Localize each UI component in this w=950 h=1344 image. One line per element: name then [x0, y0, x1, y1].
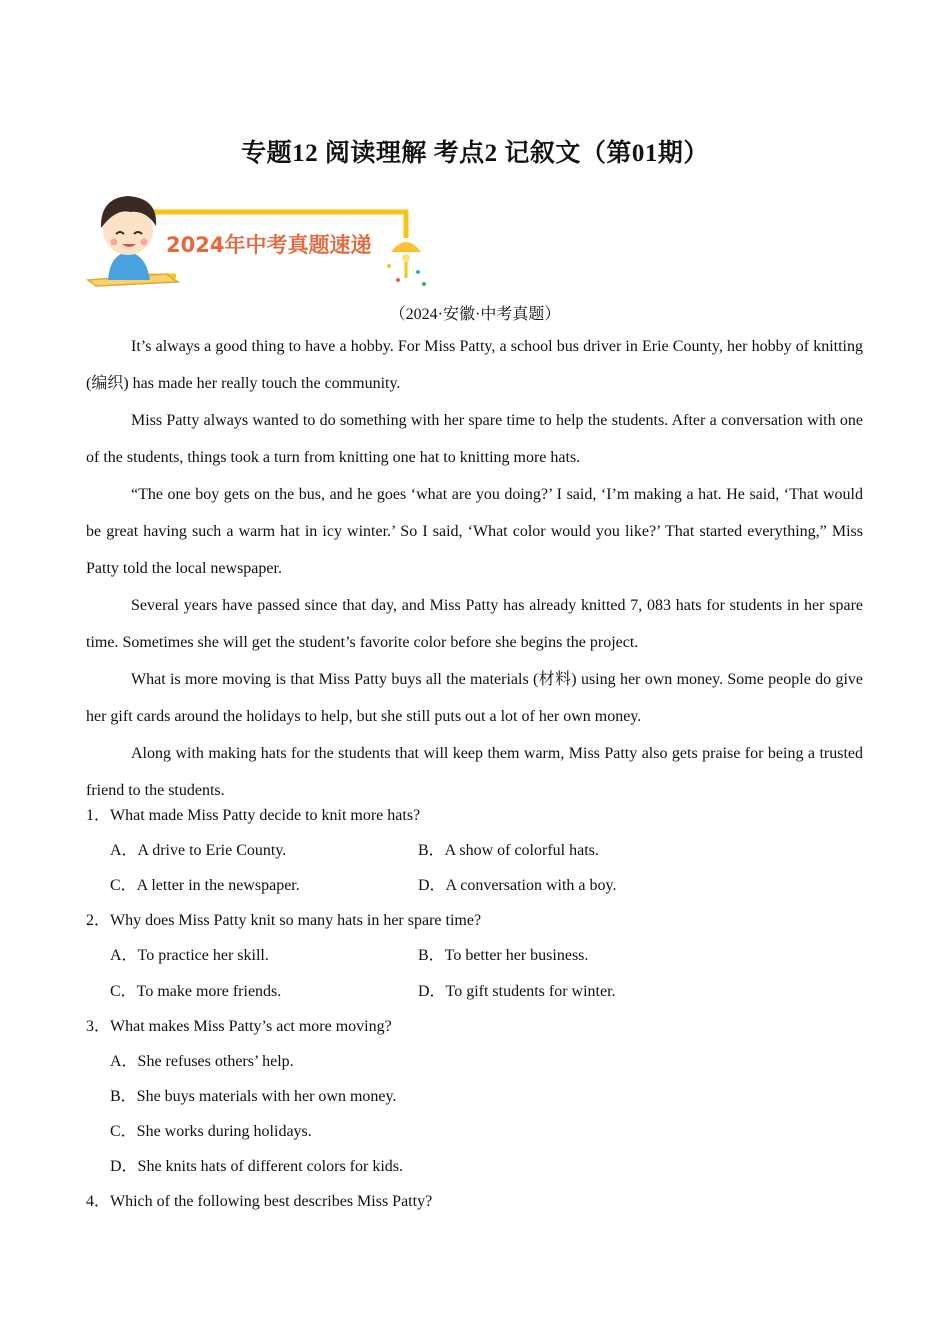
option-a: A．A drive to Erie County.	[110, 842, 287, 859]
banner-illustration	[86, 190, 431, 290]
option-d: D．She knits hats of different colors for kids.	[110, 1158, 403, 1175]
option-c: C．She works during holidays.	[110, 1123, 312, 1140]
question-stem: 2．Why does Miss Patty knit so many hats in her spare time?	[86, 912, 482, 929]
option-b: B．She buys materials with her own money.	[110, 1088, 397, 1105]
question-stem: 3．What makes Miss Patty’s act more moving?	[86, 1018, 392, 1035]
passage-paragraph: Along with making hats for the students that will keep them warm, Miss Patty also gets praise for being a trusted friend to the students.	[86, 745, 863, 799]
question-stem: 1．What made Miss Patty decide to knit more hats?	[86, 807, 421, 824]
banner-text: 2024年中考真题速递	[166, 233, 372, 257]
option-b: B．To better her business.	[418, 947, 589, 964]
option-d: D．To gift students for winter.	[418, 983, 616, 1000]
passage-paragraph: Miss Patty always wanted to do something with her spare time to help the students. After a conversation with one of the students, things took a turn from knitting one hat to knitting more hats.	[86, 412, 863, 466]
option-a: A．She refuses others’ help.	[110, 1053, 294, 1070]
question-stem: 4．Which of the following best describes Miss Patty?	[86, 1193, 433, 1210]
reading-passage	[86, 328, 863, 809]
boy-icon	[101, 196, 156, 280]
option-c: C．A letter in the newspaper.	[110, 877, 300, 894]
page-title: 专题12 阅读理解 考点2 记叙文（第01期）	[241, 140, 709, 167]
lamp-icon	[387, 242, 426, 286]
passage-paragraph: It’s always a good thing to have a hobby. For Miss Patty, a school bus driver in Erie County, her hobby of knitting (编织) has made her really touch the community.	[86, 338, 863, 392]
option-c: C．To make more friends.	[110, 983, 282, 1000]
option-b: B．A show of colorful hats.	[418, 842, 599, 859]
option-a: A．To practice her skill.	[110, 947, 269, 964]
option-d: D．A conversation with a boy.	[418, 877, 617, 894]
passage-paragraph: Several years have passed since that day, and Miss Patty has already knitted 7, 083 hats for students in her spare time. Sometimes she will get the student’s favorite color before she begins the project.	[86, 597, 863, 651]
passage-paragraph: What is more moving is that Miss Patty buys all the materials (材料) using her own money. Some people do give her gift cards around the holidays to help, but she still puts out a lot of her own money.	[86, 671, 863, 725]
passage-paragraph: “The one boy gets on the bus, and he goes ‘what are you doing?’ I said, ‘I’m making a hat. He said, ‘That would be great having such a warm hat in icy winter.’ So I said, ‘What color would you like?’ That started everything,” Miss Patty told the local newspaper.	[86, 486, 863, 577]
question-source: （2024·安徽·中考真题）	[389, 306, 561, 323]
